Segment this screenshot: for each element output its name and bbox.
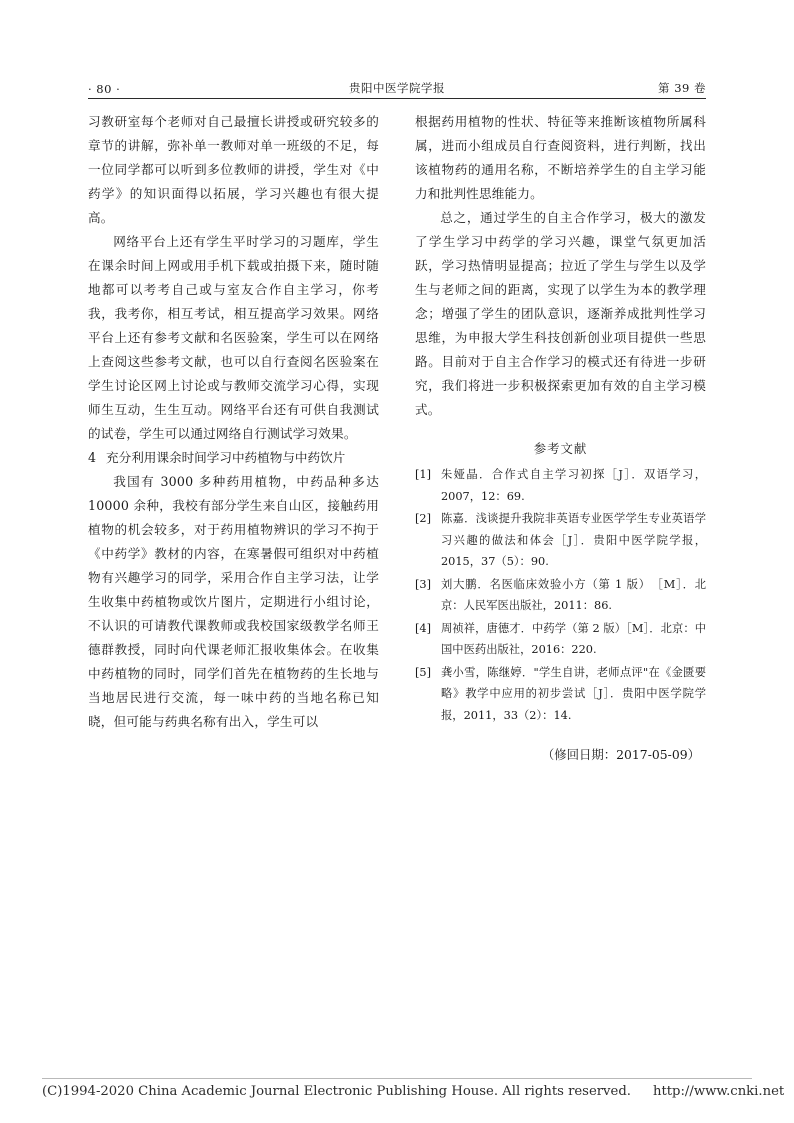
reference-tag: [5]: [415, 665, 432, 679]
volume-label: 第 39 卷: [658, 81, 706, 95]
reference-tag: [4]: [415, 621, 432, 635]
reference-text: 朱娅晶．合作式自主学习初探［J］．双语学习，2007，12：69.: [441, 468, 706, 503]
header-divider: [88, 98, 706, 99]
reference-item: [415, 464, 706, 507]
reference-item: [415, 662, 706, 727]
reference-text: 周祯祥，唐德才．中药学（第 2 版）［M］．北京：中国中医药出版社，2016：220.: [441, 621, 706, 656]
copyright-notice: (C)1994-2020 China Academic Journal Electronic Publishing House. All rights reserved.: [42, 1084, 631, 1099]
article-body: [88, 110, 706, 766]
received-date: （修回日期：2017-05-09）: [541, 747, 700, 762]
cnki-url-link[interactable]: http://www.cnki.net: [652, 1084, 785, 1099]
reference-text: 刘大鹏．名医临床效验小方（第 1 版） ［M］．北京：人民军医出版社，2011：86.: [441, 577, 706, 612]
reference-item: [415, 574, 706, 617]
paragraph: 网络平台上还有学生平时学习的习题库，学生在课余时间上网或用手机下载或拍摄下来，随时随地都可以考考自己或与室友合作自主学习，你考我，我考你，相互考试，相互提高学习效果。网络平台上还有参考文献和名医验案，学生可以在网络上查阅这些参考文献，也可以自行查阅名医验案在学生讨论区网上讨论或与教师交流学习心得，实现师生互动，生生互动。网络平台还有可供自我测试的试卷，学生可以通过网络自行测试学习效果。: [88, 234, 379, 441]
footer-divider: [42, 1078, 752, 1079]
section-number: 4: [88, 450, 97, 465]
reference-tag: [2]: [415, 512, 432, 525]
reference-item: [415, 618, 706, 661]
section-heading: [88, 446, 379, 470]
references-heading: 参考文献: [533, 441, 588, 456]
right-column: [415, 110, 706, 766]
running-head: [88, 76, 706, 96]
section-title: 充分利用课余时间学习中药植物与中药饮片: [106, 450, 346, 465]
footer: [42, 1084, 785, 1099]
left-column: [88, 110, 379, 766]
journal-title: 贵阳中医学院学报: [349, 81, 445, 95]
page-number: · 80 ·: [88, 82, 121, 96]
reference-text: 龚小雪，陈继婷．"学生自讲，老师点评"在《金匮要略》教学中应用的初步尝试［J］．贵阳中医学院学报，2011，33（2）：14.: [441, 665, 706, 722]
paragraph: 总之，通过学生的自主合作学习，极大的激发了学生学习中药学的学习兴趣，课堂气氛更加活跃，学习热情明显提高；拉近了学生与学生以及学生与老师之间的距离，实现了以学生为本的教学理念；增强了学生的团队意识，逐渐养成批判性学习思维，为申报大学生科技创新创业项目提供一些思路。目前对于自主合作学习的模式还有待进一步研究，我们将进一步积极探索更加有效的自主学习模式。: [415, 210, 706, 417]
reference-item: [415, 508, 706, 573]
reference-text: 陈嘉．浅谈提升我院非英语专业医学学生专业英语学习兴趣的做法和体会［J］．贵阳中医学院学报，2015，37（5）：90.: [441, 512, 706, 568]
reference-tag: [3]: [415, 577, 432, 591]
paragraph: 我国有 3000 多种药用植物，中药品种多达 10000 余种，我校有部分学生来自山区，接触药用植物的机会较多，对于药用植物辨识的学习不拘于《中药学》教材的内容，在寒暑假可组织对中药植物有兴趣学习的同学，采用合作自主学习法，让学生收集中药植物或饮片图片，定期进行小组讨论，不认识的可请教代课教师或我校国家级教学名师王德群教授，同时向代课老师汇报收集体会。在收集中药植物的同时，同学们首先在植物药的生长地与当地居民进行交流，每一味中药的当地名称已知晓，但可能与药典名称有出入，学生可以: [88, 474, 379, 729]
references-list: [415, 464, 706, 726]
reference-tag: [1]: [415, 468, 432, 481]
paragraph: 习教研室每个老师对自己最擅长讲授或研究较多的章节的讲解，弥补单一教师对单一班级的不足，每一位同学都可以听到多位教师的讲授，学生对《中药学》的知识面得以拓展，学习兴趣也有很大提高。: [88, 114, 379, 225]
paragraph: 根据药用植物的性状、特征等来推断该植物所属科属，进而小组成员自行查阅资料，进行判断，找出该植物药的通用名称，不断培养学生的自主学习能力和批判性思维能力。: [415, 114, 706, 201]
